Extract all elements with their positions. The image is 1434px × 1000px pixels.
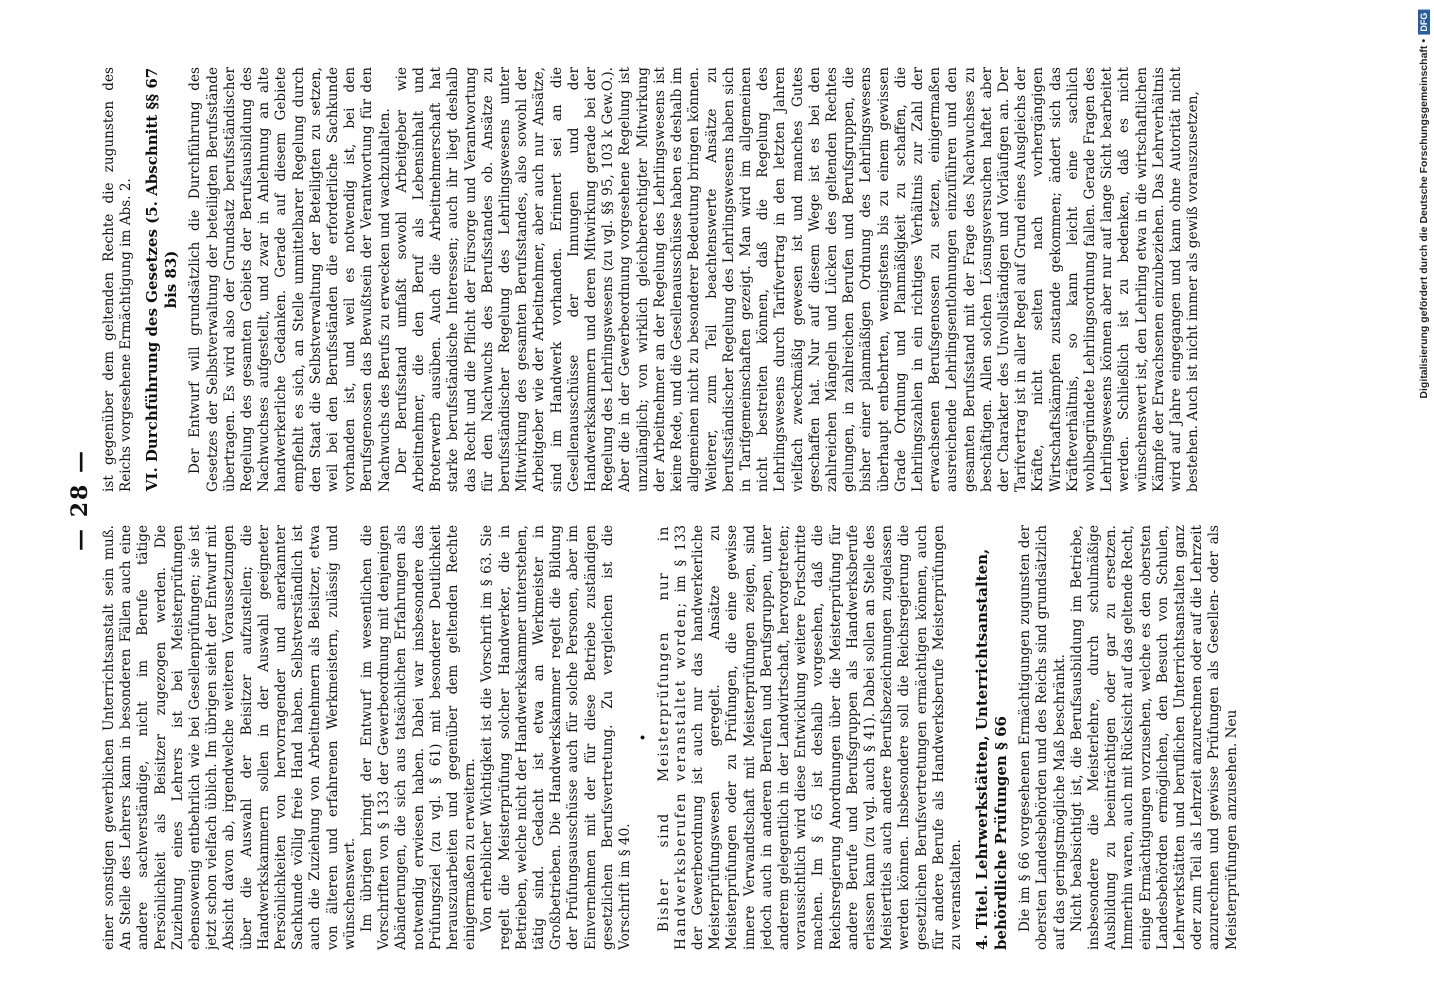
left-column <box>101 525 1361 950</box>
paragraph <box>656 525 966 950</box>
digitization-text: Digitalisierung gefördert durch die Deutsche Forschungsgemeinschaft • <box>1418 39 1430 399</box>
paragraph: einer sonstigen gewerblichen Unterrichtsanstalt sein muß. An Stelle des Lehrers kann in besonderen Fällen auch eine andere sachverständige, nicht im Berufe tätige Persönlichkeit als Beisitzer zugezogen werden. Die Zuziehung eines Lehrers ist bei Meisterprüfungen ebensowenig entbehrlich wie bei Gesellenprüfungen; sie ist jetzt schon vielfach üblich. Im übrigen sieht der Entwurf mit Absicht davon ab, irgendwelche weiteren Voraussetzungen über die Auswahl der Beisitzer aufzustellen; die Handwerkskammern sollen in der Auswahl geeigneter Persönlichkeiten von hervorragender und anerkannter Sachkunde völlig freie Hand haben. Selbstverständlich ist auch die Zuziehung von Arbeitnehmern als Beisitzer, etwa von älteren und erfahrenen Werkmeistern, zulässig und wünschenswert. <box>101 525 358 950</box>
paragraph-body: im § 133 der Gewerbeordnung ist auch nur das handwerkerliche Meisterprüfungswesen geregelt. Ansätze zu Meisterprüfungen oder zu Prüfungen, die eine gewisse innere Verwandtschaft mit Meisterprüfungen zeigen, sind jedoch auch in anderen Berufen und Berufsgruppen, unter anderem gelegentlich in der Landwirtschaft, hervorgetreten; voraussichtlich wird diese Entwicklung weitere Fortschritte machen. Im § 65 ist deshalb vorgesehen, daß die Reichsregierung Anordnungen über die Meisterprüfung für andere Berufe und Berufsgruppen als Handwerksberufe erlassen kann (zu vgl. auch § 41). Dabei sollen an Stelle des Meistertitels auch andere Berufsbezeichnungen zugelassen werden können. Insbesondere soll die Reichsregierung die gesetzlichen Berufsvertretungen ermächtigen können, auch für andere Berufe als Handwerksberufe Meisterprüfungen zu veranstalten. <box>672 525 964 950</box>
digitization-note <box>1418 10 1430 399</box>
separator-dot: • <box>636 733 653 742</box>
paragraph: Der Entwurf will grundsätzlich die Durchführung des Gesetzes der Selbstverwaltung der beteiligten Berufsstände übertragen. Es wird also der Grundsatz berufsständischer Regelung des gesamten Gebiets der Berufsausbildung des Nachwuchses aufgestellt, und zwar in Anlehnung an alte handwerkerliche Gedanken. Gerade auf diesem Gebiete empfiehlt es sich, an Stelle unmittelbarer Regelung durch den Staat die Selbstverwaltung der Beteiligten zu setzen, weil bei den Berufsständen die erforderliche Sachkunde vorhanden ist, und weil es notwendig ist, bei den Berufsgenossen das Bewußtsein der Verantwortung für den Nachwuchs des Berufs zu erwecken und wachzuhalten. <box>187 67 393 492</box>
paragraph: Der Berufsstand umfaßt sowohl Arbeitgeber wie Arbeitnehmer, die den Beruf als Lebensinhalt und Broterwerb ausüben. Auch die Arbeitnehmerschaft hat starke berufsständische Interessen; auch ihr liegt deshalb das Recht und die Pflicht der Fürsorge und Verantwortung für den Nachwuchs des Berufsstandes ob. Ansätze zu berufsständischer Regelung des Lehrlingswesens unter Mitwirkung des gesamten Berufsstandes, also sowohl der Arbeitgeber wie der Arbeitnehmer, aber auch nur Ansätze, sind im Handwerk vorhanden. Erinnert sei an die Gesellenausschüsse der Innungen und der Handwerkskammern und deren Mitwirkung gerade bei der Regelung des Lehrlingswesens (zu vgl. §§ 95, 103 k Gew.O.). Aber die in der Gewerbeordnung vorgesehene Regelung ist unzulänglich; von wirklich gleichberechtigter Mitwirkung der Arbeitnehmer an der Regelung des Lehrlingswesens ist keine Rede, und die Gesellenausschüsse haben es deshalb im allgemeinen nicht zu besonderer Bedeutung bringen können. Weiterer, zum Teil beachtenswerte Ansätze zu berufsständischer Regelung des Lehrlingswesens haben sich in Tarifgemeinschaften gezeigt. Man wird im allgemeinen nicht bestreiten können, daß die Regelung des Lehrlingswesens durch Tarifvertrag in den letzten Jahren vielfach zweckmäßig gewesen ist und manches Gutes geschaffen hat. Nur auf diesem Wege ist es bei den zahlreichen Mängeln und Lücken des geltenden Rechtes gelungen, in zahlreichen Berufen und Berufsgruppen, die bisher einer planmäßigen Ordnung des Lehrlingswesens überhaupt entbehrten, wenigstens bis zu einem gewissen Grade Ordnung und Planmäßigkeit zu schaffen, die Lehrlingszahlen in ein richtiges Verhältnis zur Zahl der erwachsenen Berufsgenossen zu setzen, einigermaßen ausreichende Lehrlingsentlohnungen einzuführen und den gesamten Berufsstand mit der Frage des Nachwuchses zu beschäftigen. Allen solchen Lösungsversuchen haftet aber der Charakter des Unvollständigen und Vorläufigen an. Der Tarifvertrag ist in aller Regel auf Grund eines Ausgleichs der Kräfte, nicht selten nach vorhergängigen Wirtschaftskämpfen zustande gekommen; ändert sich das Kräfteverhältnis, so kann leicht eine sachlich wohlbegründete Lehrlingsordnung fallen. Gerade Fragen des Lehrlingswesens können aber nur auf lange Sicht bearbeitet werden. Schließlich ist zu bedenken, daß es nicht wünschenswert ist, den Lehrling etwa in die wirtschaftlichen Kämpfe der Erwachsenen einzubeziehen. Das Lehrverhältnis wird auf Jahre eingegangen und kann ohne Autorität nicht bestehen. Auch ist nicht immer als gewiß vorauszusetzen, <box>393 67 1202 492</box>
paragraph: Die im § 66 vorgesehenen Ermächtigungen zugunsten der obersten Landesbehörden und des Reichs sind grundsätzlich auf das geringstmögliche Maß beschränkt. <box>1017 525 1068 950</box>
dfg-logo: DFG <box>1418 10 1430 35</box>
page-number: — 28 — <box>67 449 93 551</box>
paragraph: Im übrigen bringt der Entwurf im wesentlichen die Vorschriften von § 133 der Gewerbeordnung mit denjenigen Abänderungen, die sich aus tatsächlichen Erfahrungen als notwendig erwiesen haben. Dabei war insbesondere das Prüfungsziel (zu vgl. § 61) mit besonderer Deutlichkeit herauszuarbeiten und gegenüber dem geltenden Rechte einigermaßen zu erweitern. <box>359 525 479 950</box>
section-heading: VI. Durchführung des Gesetzes (5. Abschnitt §§ 67 bis 83) <box>143 67 181 492</box>
spaced-text: Bisher sind Meisterprüfungen nur in Handwerksberufen veranstaltet worden; <box>655 525 689 950</box>
paragraph: Von erheblicher Wichtigkeit ist die Vorschrift im § 63. Sie regelt die Meisterprüfung solcher Handwerker, die in Betrieben, welche nicht der Handwerkskammer unterstehen, tätig sind. Gedacht ist etwa an Werkmeister in Großbetrieben. Die Handwerkskammer regelt die Bildung der Prüfungsausschüsse auch für solche Personen, aber im Einvernehmen mit der für diese Betriebe zuständigen gesetzlichen Berufsvertretung. Zu vergleichen ist die Vorschrift im § 40. <box>479 525 634 950</box>
paragraph: ist gegenüber dem geltenden Rechte die zugunsten des Reichs vorgesehene Ermächtigung im Abs. 2. <box>101 67 135 492</box>
right-column <box>101 67 1361 492</box>
section-heading: 4. Titel. Lehrwerkstätten, Unterrichtsanstalten, behördliche Prüfungen § 66 <box>973 548 1011 950</box>
document-page <box>67 50 1367 950</box>
paragraph: Nicht beabsichtigt ist, die Berufsausbildung im Betriebe, insbesondere die Meisterlehre, durch schulmäßige Ausbildung zu beeinträchtigen oder gar zu ersetzen. Immerhin waren, auch mit Rücksicht auf das geltende Recht, einige Ermächtigungen vorzusehen, welche es den obersten Landesbehörden ermöglichen, den Besuch von Schulen, Lehrwerkstätten und beruflichen Unterrichtsanstalten ganz oder zum Teil als Lehrzeit anzurechnen oder auf die Lehrzeit anzurechnen und gewisse Prüfungen als Gesellen- oder als Meisterprüfungen anzusehen. Neu <box>1068 525 1240 950</box>
